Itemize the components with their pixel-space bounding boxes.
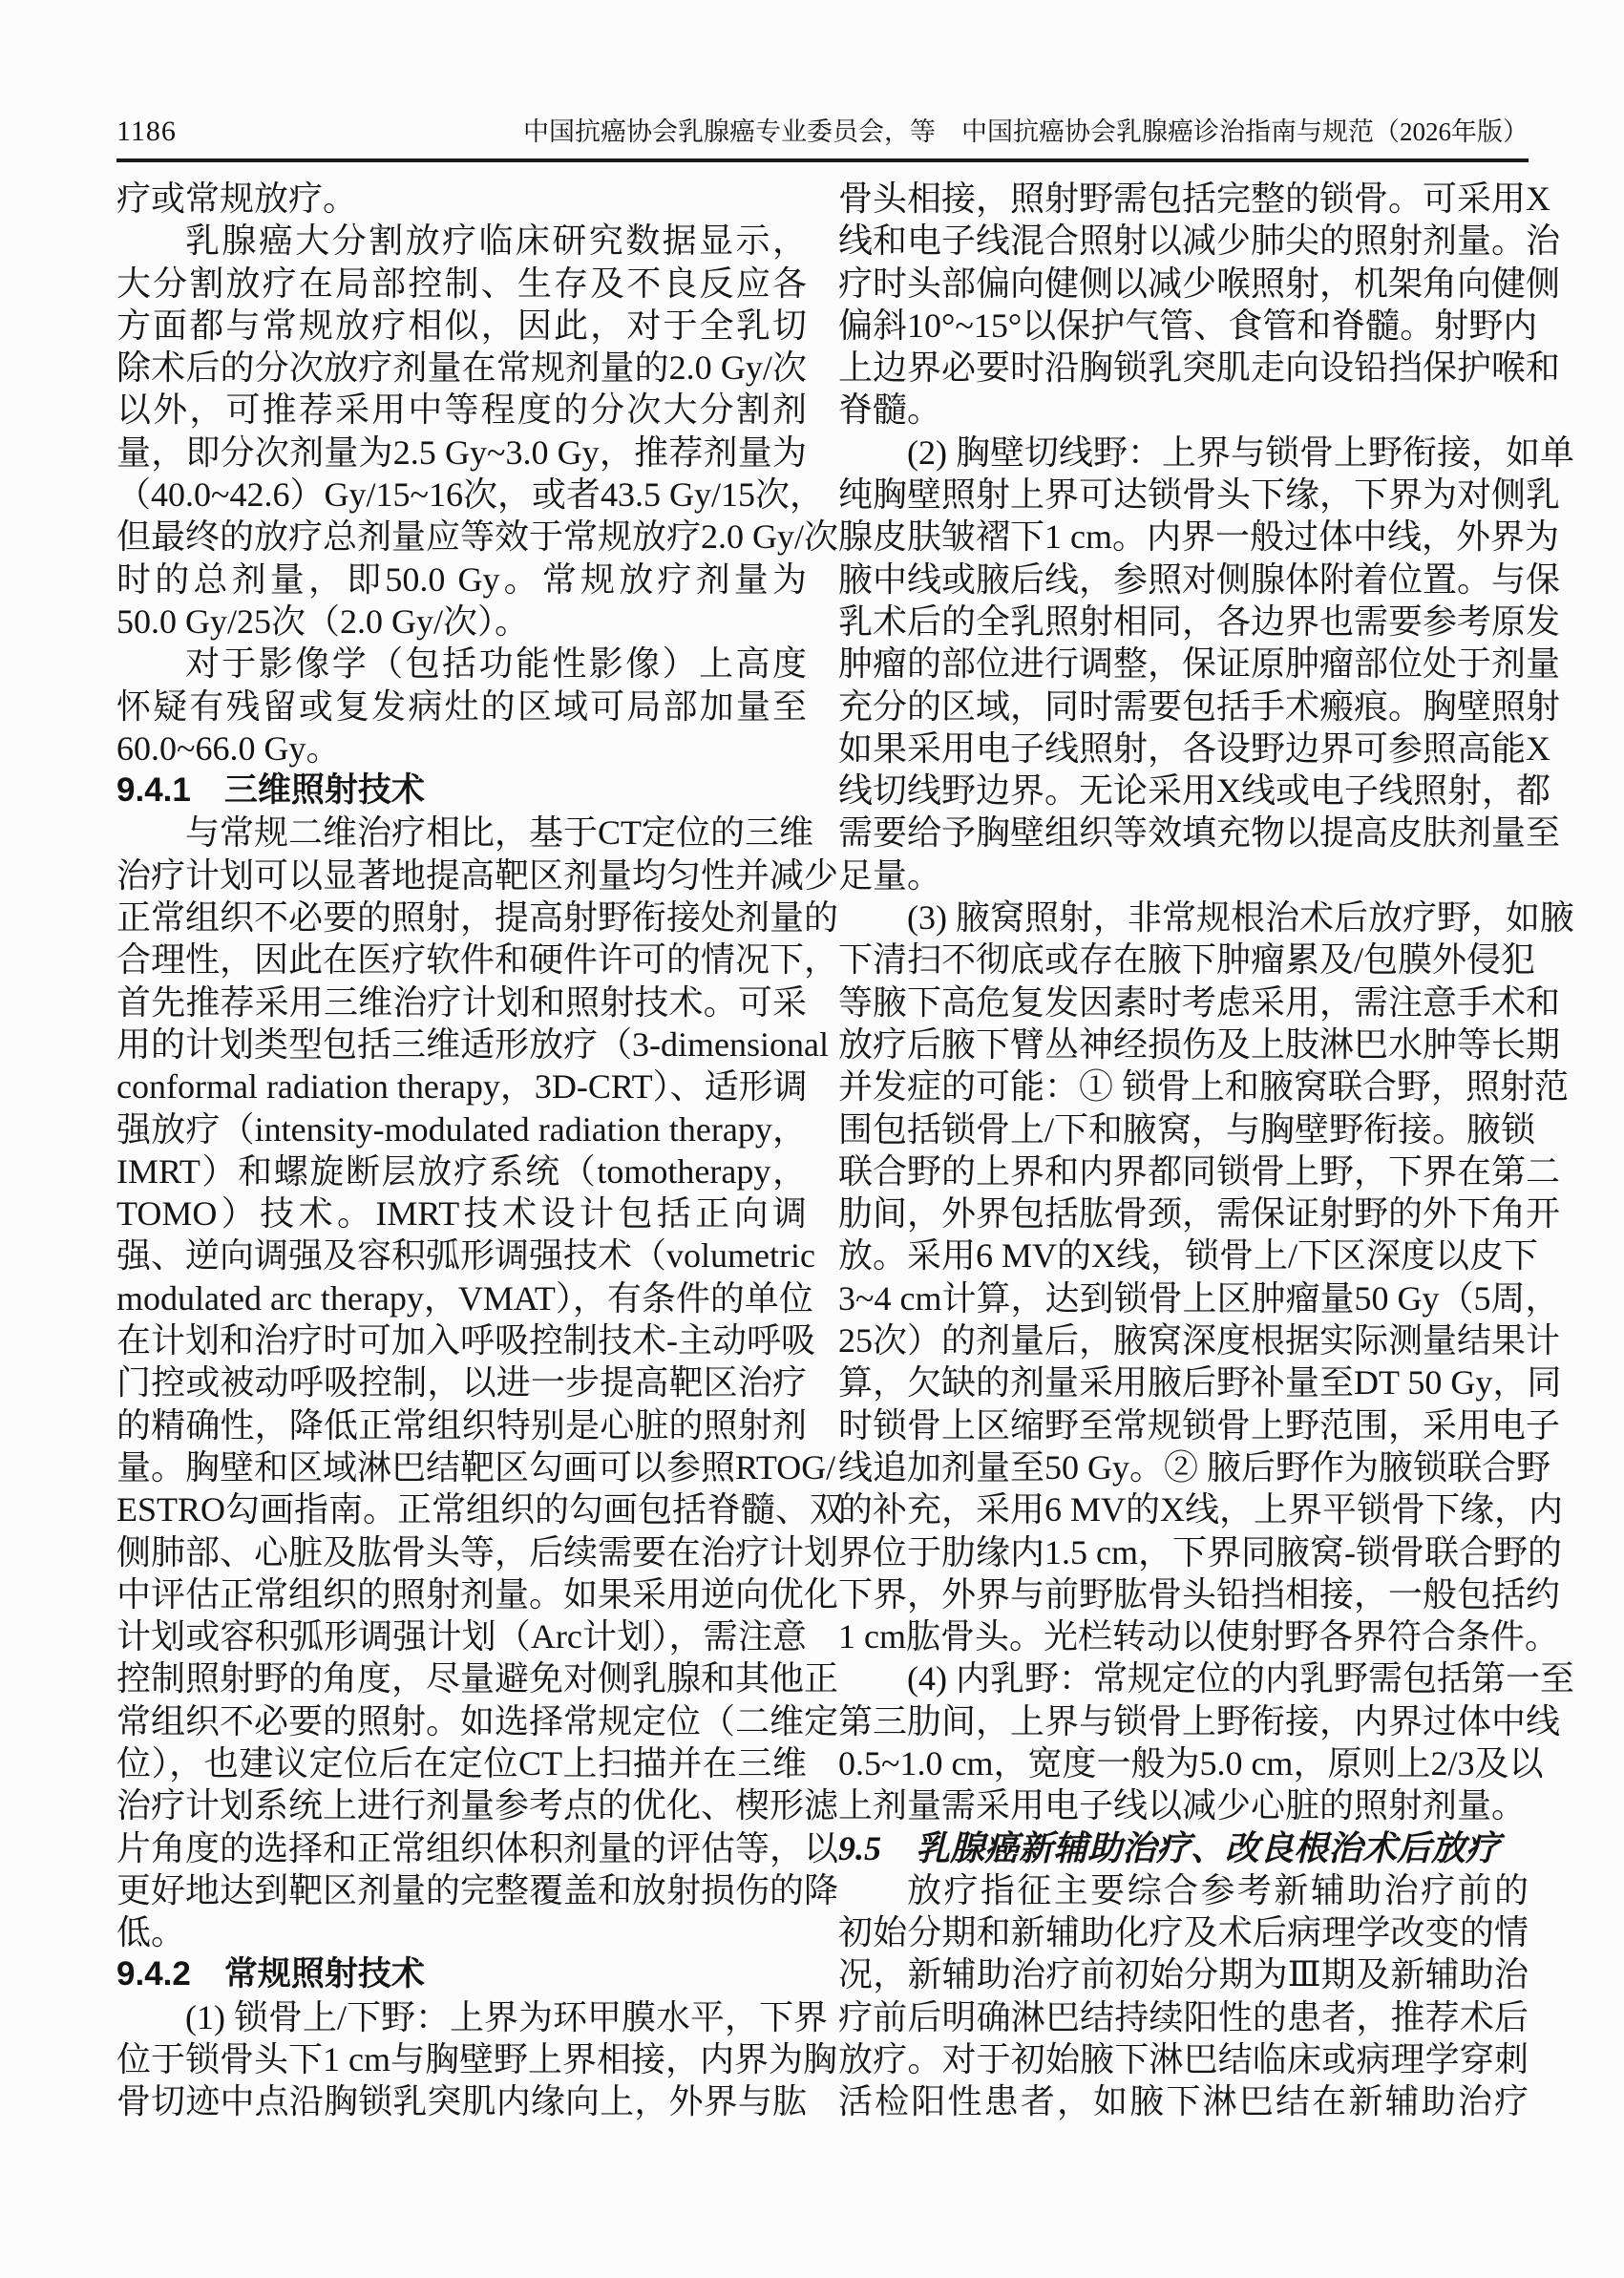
text-line: 骨头相接，照射野需包括完整的锁骨。可采用X bbox=[838, 179, 1550, 218]
text-line: (2) 胸壁切线野：上界与锁骨上野衔接，如单 bbox=[907, 432, 1574, 472]
text-line: 除术后的分次放疗剂量在常规剂量的2.0 Gy/次 bbox=[116, 348, 807, 388]
text-line: 治疗计划可以显著地提高靶区剂量均匀性并减少 bbox=[116, 855, 839, 895]
text-line: 位于锁骨头下1 cm与胸壁野上界相接，内界为胸 bbox=[116, 2040, 837, 2079]
text-line: 如果采用电子线照射，各设野边界可参照高能X bbox=[838, 728, 1550, 768]
text-line: 在计划和治疗时可加入呼吸控制技术-主动呼吸 bbox=[116, 1321, 815, 1360]
text-line: 控制照射野的角度，尽量避免对侧乳腺和其他正 bbox=[116, 1659, 839, 1698]
text-line: (4) 内乳野：常规定位的内乳野需包括第一至 bbox=[907, 1659, 1574, 1698]
text-line: 纯胸壁照射上界可达锁骨头下缘，下界为对侧乳 bbox=[838, 475, 1561, 515]
text-line: 腺皮肤皱褶下1 cm。内界一般过体中线，外界为 bbox=[838, 517, 1559, 557]
text-line: 上剂量需采用电子线以减少心脏的照射剂量。 bbox=[838, 1786, 1527, 1825]
text-line: 疗或常规放疗。 bbox=[116, 179, 358, 218]
text-line: 界位于肋缘内1.5 cm，下界同腋窝-锁骨联合野的 bbox=[838, 1532, 1562, 1571]
text-line: 疗时头部偏向健侧以减少喉照射，机架角向健侧 bbox=[838, 264, 1561, 303]
text-line: 肿瘤的部位进行调整，保证原肿瘤部位处于剂量 bbox=[838, 644, 1561, 684]
text-line: 以外，可推荐采用中等程度的分次大分割剂 bbox=[116, 390, 807, 430]
text-line: 骨切迹中点沿胸锁乳突肌内缘向上，外界与肱 bbox=[116, 2082, 807, 2121]
text-line: 50.0 Gy/25次（2.0 Gy/次）。 bbox=[116, 601, 530, 641]
section-heading: 9.4.2 常规照射技术 bbox=[116, 1955, 425, 1993]
text-line: 与常规二维治疗相比，基于CT定位的三维 bbox=[185, 813, 814, 853]
text-line: 更好地达到靶区剂量的完整覆盖和放射损伤的降 bbox=[116, 1870, 839, 1909]
text-line: 对于影像学（包括功能性影像）上高度 bbox=[185, 644, 807, 684]
text-line: modulated arc therapy，VMAT），有条件的单位 bbox=[116, 1278, 813, 1318]
page-number: 1186 bbox=[116, 116, 177, 147]
text-line: 量。胸壁和区域淋巴结靶区勾画可以参照RTOG/ bbox=[116, 1447, 836, 1487]
text-line: 但最终的放疗总剂量应等效于常规放疗2.0 Gy/次 bbox=[116, 517, 839, 557]
text-line: 的补充，采用6 MV的X线，上界平锁骨下缘，内 bbox=[838, 1490, 1564, 1529]
text-line: 用的计划类型包括三维适形放疗（3-dimensional bbox=[116, 1024, 829, 1064]
text-line: 治疗计划系统上进行剂量参考点的优化、楔形滤 bbox=[116, 1786, 839, 1825]
text-line: 合理性，因此在医疗软件和硬件许可的情况下， bbox=[116, 940, 839, 980]
text-line: 上边界必要时沿胸锁乳突肌走向设铅挡保护喉和 bbox=[838, 348, 1561, 388]
text-line: 联合野的上界和内界都同锁骨上野，下界在第二 bbox=[838, 1151, 1561, 1191]
text-line: 放疗。对于初始腋下淋巴结临床或病理学穿刺 bbox=[838, 2040, 1529, 2079]
text-line: 中评估正常组织的照射剂量。如果采用逆向优化 bbox=[116, 1574, 839, 1614]
text-line: 侧肺部、心脏及肱骨头等，后续需要在治疗计划 bbox=[116, 1532, 839, 1571]
text-line: 3~4 cm计算，达到锁骨上区肿瘤量50 Gy（5周， bbox=[838, 1278, 1560, 1318]
text-line: 常组织不必要的照射。如选择常规定位（二维定 bbox=[116, 1701, 839, 1740]
text-line: 活检阳性患者，如腋下淋巴结在新辅助治疗 bbox=[838, 2082, 1529, 2121]
text-line: 疗前后明确淋巴结持续阳性的患者，推荐术后 bbox=[838, 1997, 1529, 2036]
text-line: TOMO）技术。IMRT技术设计包括正向调 bbox=[116, 1194, 807, 1234]
text-line: 的精确性，降低正常组织特别是心脏的照射剂 bbox=[116, 1405, 807, 1445]
text-line: 初始分期和新辅助化疗及术后病理学改变的情 bbox=[838, 1913, 1529, 1952]
text-line: 方面都与常规放疗相似，因此，对于全乳切 bbox=[116, 306, 807, 345]
text-line: 况，新辅助治疗前初始分期为Ⅲ期及新辅助治 bbox=[838, 1955, 1529, 1994]
section-heading: 9.5 乳腺癌新辅助治疗、改良根治术后放疗 bbox=[838, 1828, 1501, 1867]
text-line: 第三肋间，上界与锁骨上野衔接，内界过体中线 bbox=[838, 1701, 1561, 1740]
text-line: 线追加剂量至50 Gy。② 腋后野作为腋锁联合野 bbox=[838, 1447, 1550, 1487]
running-header-title: 中国抗癌协会乳腺癌专业委员会，等 中国抗癌协会乳腺癌诊治指南与规范（2026年版） bbox=[523, 117, 1529, 146]
text-line: 时锁骨上区缩野至常规锁骨上野范围，采用电子 bbox=[838, 1405, 1561, 1445]
text-line: 大分割放疗在局部控制、生存及不良反应各 bbox=[116, 264, 807, 303]
text-column-left bbox=[116, 178, 845, 2123]
header-rule bbox=[116, 158, 1529, 162]
text-line: 需要给予胸壁组织等效填充物以提高皮肤剂量至 bbox=[838, 813, 1561, 853]
text-line: 0.5~1.0 cm，宽度一般为5.0 cm，原则上2/3及以 bbox=[838, 1743, 1544, 1782]
text-line: 脊髓。 bbox=[838, 390, 942, 430]
text-line: 门控或被动呼吸控制，以进一步提高靶区治疗 bbox=[116, 1363, 807, 1403]
section-heading: 9.4.1 三维照射技术 bbox=[116, 771, 425, 810]
text-line: 放。采用6 MV的X线，锁骨上/下区深度以皮下 bbox=[838, 1236, 1539, 1276]
text-line: 肋间，外界包括肱骨颈，需保证射野的外下角开 bbox=[838, 1194, 1561, 1234]
text-line: 偏斜10°~15°以保护气管、食管和脊髓。射野内 bbox=[838, 306, 1538, 345]
page-header bbox=[116, 111, 1529, 157]
text-line: 强放疗（intensity-modulated radiation therapy， bbox=[116, 1109, 807, 1149]
text-line: 等腋下高危复发因素时考虑采用，需注意手术和 bbox=[838, 982, 1561, 1022]
text-line: 片角度的选择和正常组织体积剂量的评估等，以 bbox=[116, 1828, 839, 1867]
text-line: 位），也建议定位后在定位CT上扫描并在三维 bbox=[116, 1743, 807, 1782]
text-line: 量，即分次剂量为2.5 Gy~3.0 Gy，推荐剂量为 bbox=[116, 432, 807, 472]
text-line: 强、逆向调强及容积弧形调强技术（volumetric bbox=[116, 1236, 815, 1276]
text-line: 线切线野边界。无论采用X线或电子线照射，都 bbox=[838, 771, 1550, 811]
text-line: 放疗指征主要综合参考新辅助治疗前的 bbox=[907, 1870, 1529, 1909]
text-line: 线和电子线混合照射以减少肺尖的照射剂量。治 bbox=[838, 221, 1561, 261]
text-line: (3) 腋窝照射，非常规根治术后放疗野，如腋 bbox=[907, 898, 1574, 938]
text-line: 乳腺癌大分割放疗临床研究数据显示， bbox=[185, 221, 807, 261]
text-line: 计划或容积弧形调强计划（Arc计划），需注意 bbox=[116, 1617, 807, 1656]
text-line: 腋中线或腋后线，参照对侧腺体附着位置。与保 bbox=[838, 559, 1561, 599]
text-line: ESTRO勾画指南。正常组织的勾画包括脊髓、双 bbox=[116, 1490, 845, 1529]
text-line: 下界，外界与前野肱骨头铅挡相接，一般包括约 bbox=[838, 1574, 1561, 1614]
text-line: 时的总剂量，即50.0 Gy。常规放疗剂量为 bbox=[116, 559, 807, 599]
text-line: 下清扫不彻底或存在腋下肿瘤累及/包膜外侵犯 bbox=[838, 940, 1536, 980]
text-line: (1) 锁骨上/下野：上界为环甲膜水平，下界 bbox=[185, 1997, 828, 2036]
text-line: IMRT）和螺旋断层放疗系统（tomotherapy， bbox=[116, 1151, 807, 1191]
text-line: 正常组织不必要的照射，提高射野衔接处剂量的 bbox=[116, 898, 839, 938]
text-line: 1 cm肱骨头。光栏转动以使射野各界符合条件。 bbox=[838, 1617, 1559, 1656]
text-line: 并发症的可能：① 锁骨上和腋窝联合野，照射范 bbox=[838, 1067, 1570, 1107]
text-line: （40.0~42.6）Gy/15~16次，或者43.5 Gy/15次， bbox=[116, 475, 824, 515]
text-line: 算，欠缺的剂量采用腋后野补量至DT 50 Gy，同 bbox=[838, 1363, 1562, 1403]
text-line: 首先推荐采用三维治疗计划和照射技术。可采 bbox=[116, 982, 807, 1022]
text-column-right bbox=[838, 178, 1574, 2123]
text-line: 放疗后腋下臂丛神经损伤及上肢淋巴水肿等长期 bbox=[838, 1024, 1561, 1064]
text-line: 25次）的剂量后，腋窝深度根据实际测量结果计 bbox=[838, 1321, 1561, 1360]
text-line: 充分的区域，同时需要包括手术瘢痕。胸壁照射 bbox=[838, 686, 1561, 726]
text-line: 怀疑有残留或复发病灶的区域可局部加量至 bbox=[116, 686, 807, 726]
text-line: 低。 bbox=[116, 1913, 186, 1952]
text-line: 60.0~66.0 Gy。 bbox=[116, 728, 341, 768]
text-line: conformal radiation therapy，3D-CRT）、适形调 bbox=[116, 1067, 808, 1107]
text-line: 乳术后的全乳照射相同，各边界也需要参考原发 bbox=[838, 601, 1561, 641]
text-line: 围包括锁骨上/下和腋窝，与胸壁野衔接。腋锁 bbox=[838, 1109, 1536, 1149]
text-line: 足量。 bbox=[838, 855, 942, 895]
